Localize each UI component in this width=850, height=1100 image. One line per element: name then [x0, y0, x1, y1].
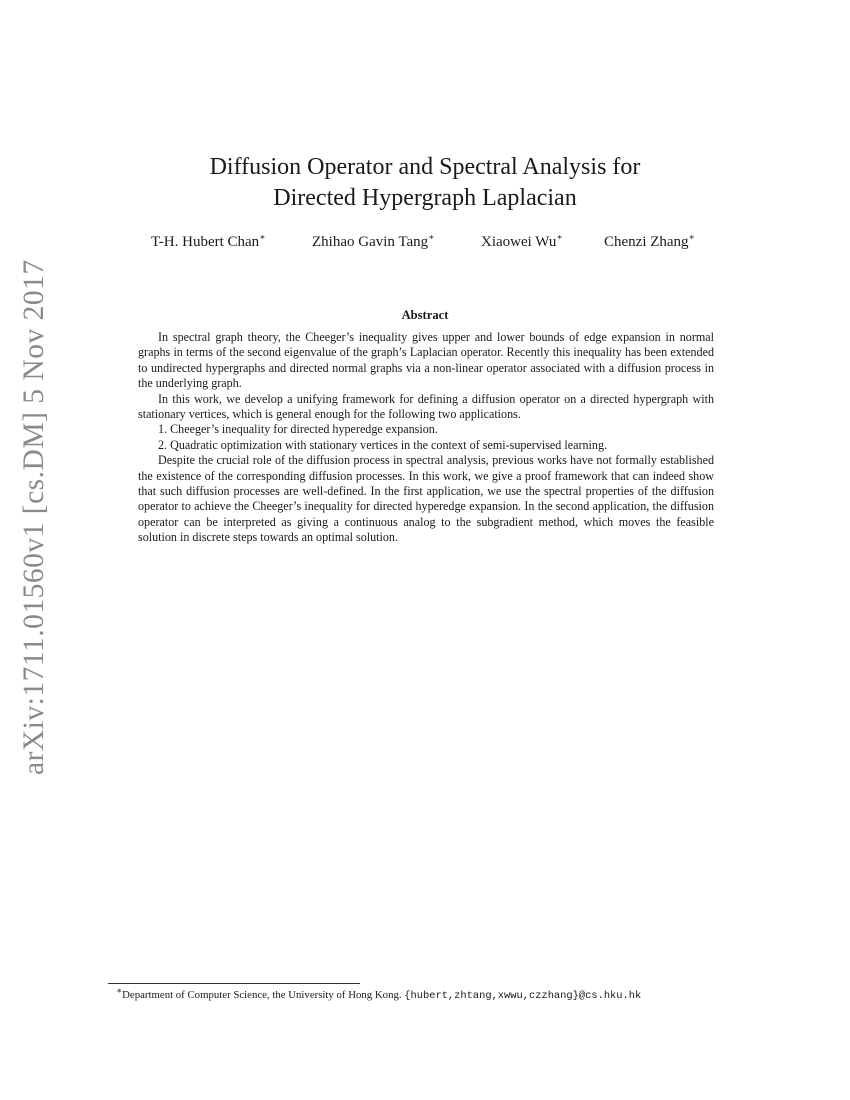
abstract-list-item: 1. Cheeger’s inequality for directed hyperedge expansion.: [158, 422, 438, 437]
footnote-text: Department of Computer Science, the University of Hong Kong.: [122, 989, 405, 1001]
affiliation-mark: ∗: [556, 232, 563, 242]
abstract-list-item: 2. Quadratic optimization with stationary vertices in the context of semi-supervised learning.: [158, 437, 608, 452]
author-chan: T-H. Hubert Chan∗: [151, 232, 266, 250]
affiliation-mark: ∗: [428, 232, 435, 242]
footnote-divider: [108, 983, 360, 984]
abstract-paragraph: In this work, we develop a unifying framework for defining a diffusion operator on a directed hypergraph with stationary vertices, which is general enough for the following two applications.: [138, 391, 714, 422]
abstract-paragraph: Despite the crucial role of the diffusion process in spectral analysis, previous works have not formally established the existence of the corresponding diffusion processes. In this work, we give a proof framework that can indeed show that such diffusion processes are well-defined. In the first application, we use the spectral properties of the diffusion operator to achieve the Cheeger’s inequality for directed hyperedge expansion. In the second application, the diffusion operator can be interpreted as giving a continuous analog to the subgradient method, which moves the feasible solution in discrete steps towards an optimal solution.: [138, 453, 714, 545]
author-list: [0, 234, 850, 254]
author-wu: Xiaowei Wu∗: [481, 232, 563, 250]
abstract-heading: Abstract: [401, 308, 449, 322]
abstract-paragraph: In spectral graph theory, the Cheeger’s inequality gives upper and lower bounds of edge expansion in normal graphs in terms of the second eigenvalue of the graph’s Laplacian operator. Recently this inequality has been extended to undirected hypergraphs and directed normal graphs via a non-linear operator associated with a diffusion process in the underlying graph.: [138, 330, 714, 391]
author-zhang: Chenzi Zhang∗: [604, 232, 695, 250]
arxiv-identifier-stamp: arXiv:1711.01560v1 [cs.DM] 5 Nov 2017: [18, 259, 50, 775]
paper-title-line-1: Diffusion Operator and Spectral Analysis for: [209, 154, 641, 180]
affiliation-mark: ∗: [259, 232, 266, 242]
affiliation-mark: ∗: [688, 232, 695, 242]
abstract-body: [138, 330, 714, 546]
footnote-emails: {hubert,zhtang,xwwu,czzhang}@cs.hku.hk: [404, 990, 642, 1002]
paper-title: [0, 152, 850, 214]
author-tang: Zhihao Gavin Tang∗: [312, 232, 435, 250]
affiliation-footnote: [116, 985, 642, 1002]
paper-title-line-2: Directed Hypergraph Laplacian: [273, 185, 577, 211]
footnote-mark: ∗: [116, 985, 123, 996]
